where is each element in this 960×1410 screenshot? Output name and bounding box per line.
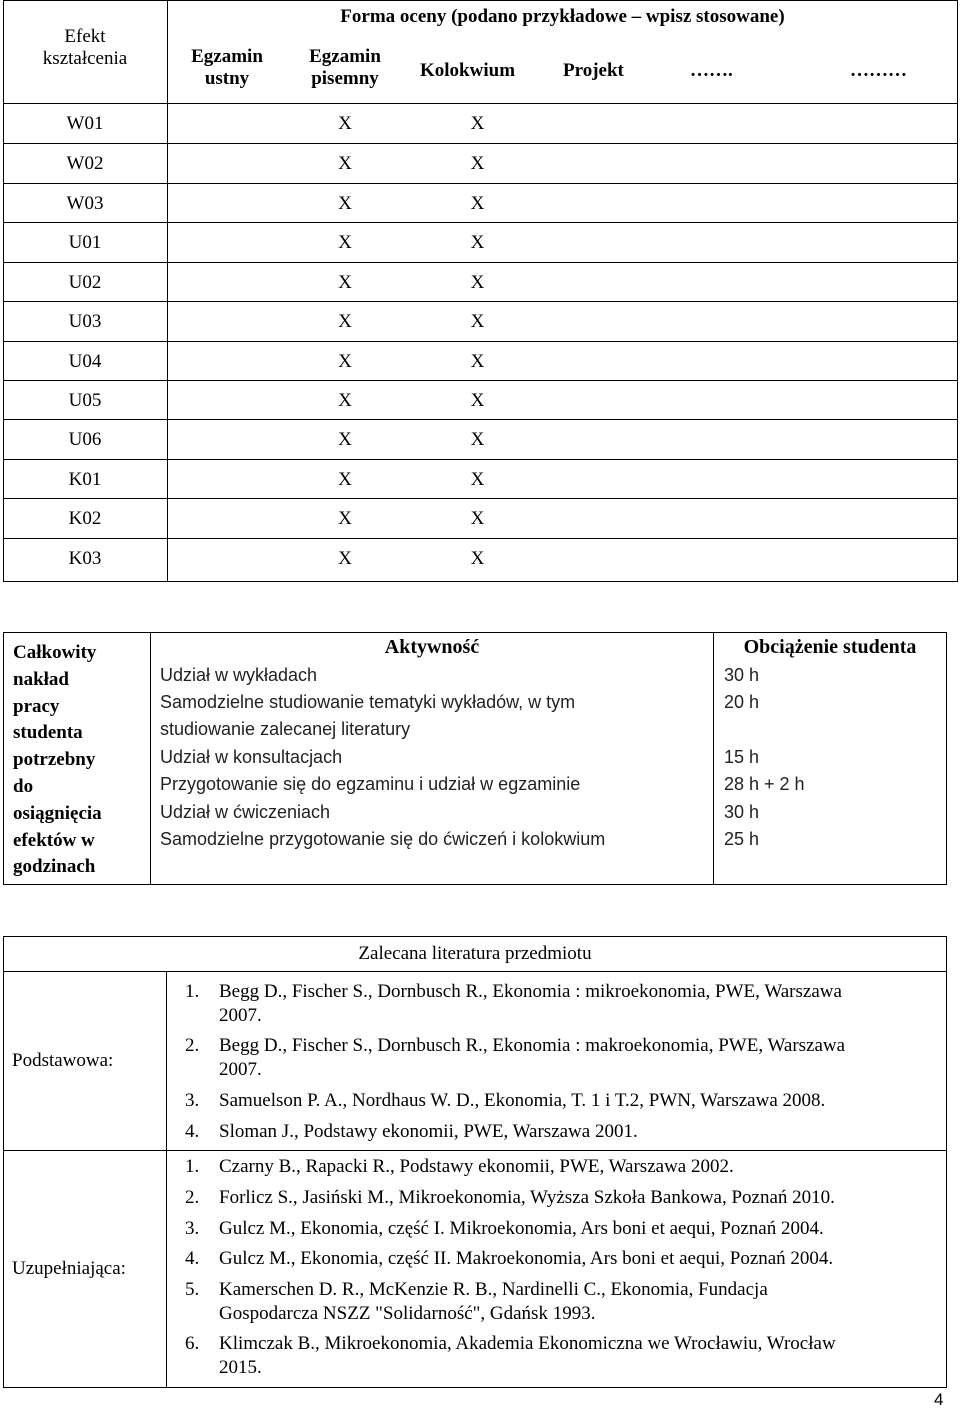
activity-item [160, 662, 317, 689]
activity-line: Przygotowanie się do egzaminu i udział w egzaminie [160, 774, 581, 794]
activity-line: Samodzielne przygotowanie się do ćwiczeń i kolokwium [160, 829, 606, 849]
reference-line: Gospodarcza NSZZ "Solidarność", Gdańsk 1993. [219, 1303, 596, 1324]
colloquium-mark: X [470, 469, 485, 490]
effect-code: U02 [68, 272, 102, 293]
effect-code: U01 [68, 232, 102, 253]
student-load-header: Obciążenie studenta [743, 636, 917, 658]
colloquium-mark: X [470, 311, 485, 332]
list-number: 3. [185, 1218, 200, 1239]
effect-code: W02 [66, 153, 104, 174]
reference-line: Gulcz M., Ekonomia, część I. Mikroekonomia, Ars boni et aequi, Poznań 2004. [219, 1218, 824, 1239]
oral-exam-header: Egzamin ustny [191, 46, 263, 89]
written-exam-mark: X [338, 390, 352, 411]
written-exam-mark: X [338, 311, 352, 332]
basic-label: Podstawowa: [12, 1050, 114, 1071]
activity-item [160, 771, 580, 798]
reference-line: Klimczak B., Mikroekonomia, Akademia Ekonomiczna we Wrocławiu, Wrocław [219, 1333, 836, 1354]
written-exam-mark: X [338, 113, 352, 134]
effect-code: U06 [68, 429, 102, 450]
hours-value: 30 h [724, 802, 760, 822]
reference-item [219, 1120, 638, 1144]
list-number: 4. [185, 1121, 200, 1142]
reference-line: 2015. [219, 1357, 262, 1378]
reference-line: Forlicz S., Jasiński M., Mikroekonomia, Wyższa Szkoła Bankowa, Poznań 2010. [219, 1187, 835, 1208]
list-number: 3. [185, 1090, 200, 1111]
effect-code: K02 [68, 508, 102, 529]
colloquium-header: Kolokwium [420, 60, 516, 81]
reference-line: Gulcz M., Ekonomia, część II. Makroekonomia, Ars boni et aequi, Poznań 2004. [219, 1248, 834, 1269]
reference-line: 2007. [219, 1005, 262, 1026]
written-exam-mark: X [338, 429, 352, 450]
activity-item [160, 826, 605, 853]
activity-line: studiowanie zalecanej literatury [160, 719, 411, 739]
placeholder-header-2: ……… [850, 60, 907, 81]
hours-value: 30 h [724, 665, 760, 685]
effect-code: U04 [68, 351, 102, 372]
reference-item [219, 1247, 833, 1271]
list-number: 1. [185, 1156, 200, 1177]
written-exam-mark: X [338, 153, 352, 174]
reference-item [219, 980, 842, 1028]
reference-item [219, 1155, 734, 1179]
reference-line: Begg D., Fischer S., Dornbusch R., Ekonomia : makroekonomia, PWE, Warszawa [219, 1035, 846, 1056]
reference-line: Kamerschen D. R., McKenzie R. B., Nardinelli C., Ekonomia, Fundacja [219, 1279, 768, 1300]
hours-value: 15 h [724, 747, 760, 767]
activity-header: Aktywność [384, 636, 480, 658]
reference-item [219, 1217, 824, 1241]
written-exam-mark: X [338, 469, 352, 490]
written-exam-mark: X [338, 232, 352, 253]
effect-code: W03 [66, 193, 104, 214]
activity-line: Udział w wykładach [160, 665, 318, 685]
list-number: 1. [185, 981, 200, 1002]
effect-code: W01 [66, 113, 104, 134]
colloquium-mark: X [470, 232, 485, 253]
reference-item [219, 1089, 825, 1113]
written-exam-mark: X [338, 351, 352, 372]
colloquium-mark: X [470, 548, 485, 569]
activity-line: Udział w ćwiczeniach [160, 802, 331, 822]
effect-code: K03 [68, 548, 102, 569]
colloquium-mark: X [470, 153, 485, 174]
hours-value: 28 h + 2 h [724, 774, 805, 794]
list-number: 2. [185, 1187, 200, 1208]
form-title: Forma oceny (podano przykładowe – wpisz stosowane) [340, 6, 785, 27]
reference-item [219, 1278, 768, 1326]
placeholder-header-1: ……. [690, 60, 733, 81]
effect-code: U03 [68, 311, 102, 332]
reference-item [219, 1332, 836, 1380]
supplementary-label: Uzupełniająca: [12, 1258, 126, 1279]
reference-line: 2007. [219, 1059, 262, 1080]
page-number: 4 [934, 1390, 944, 1409]
reference-item [219, 1034, 845, 1082]
hours-value: 25 h [724, 829, 760, 849]
list-number: 2. [185, 1035, 200, 1056]
reference-item [219, 1186, 835, 1210]
colloquium-mark: X [470, 508, 485, 529]
colloquium-mark: X [470, 193, 485, 214]
colloquium-mark: X [470, 390, 485, 411]
hours-value: 20 h [724, 692, 760, 712]
list-number: 4. [185, 1248, 200, 1269]
effect-column-header: Efekt kształcenia [42, 26, 128, 69]
list-number: 5. [185, 1279, 200, 1300]
colloquium-mark: X [470, 272, 485, 293]
written-exam-header: Egzamin pisemny [309, 46, 381, 89]
written-exam-mark: X [338, 548, 352, 569]
project-header: Projekt [563, 60, 624, 81]
activity-item [160, 799, 330, 826]
colloquium-mark: X [470, 351, 485, 372]
activity-line: Udział w konsultacjach [160, 747, 343, 767]
effect-code: U05 [68, 390, 102, 411]
reference-line: Czarny B., Rapacki R., Podstawy ekonomii, PWE, Warszawa 2002. [219, 1156, 734, 1177]
written-exam-mark: X [338, 193, 352, 214]
colloquium-mark: X [470, 429, 485, 450]
written-exam-mark: X [338, 272, 352, 293]
colloquium-mark: X [470, 113, 485, 134]
effect-code: K01 [68, 469, 102, 490]
list-number: 6. [185, 1333, 200, 1354]
activity-item [160, 689, 575, 743]
literature-title: Zalecana literatura przedmiotu [358, 943, 592, 964]
reference-line: Samuelson P. A., Nordhaus W. D., Ekonomia, T. 1 i T.2, PWN, Warszawa 2008. [219, 1090, 826, 1111]
written-exam-mark: X [338, 508, 352, 529]
workload-label: Całkowity nakład pracy studenta potrzebny do osiągnięcia efektów w godzinach [13, 642, 102, 878]
activity-item [160, 744, 342, 771]
activity-line: Samodzielne studiowanie tematyki wykładów, w tym [160, 692, 576, 712]
reference-line: Begg D., Fischer S., Dornbusch R., Ekonomia : mikroekonomia, PWE, Warszawa [219, 981, 842, 1002]
reference-line: Sloman J., Podstawy ekonomii, PWE, Warszawa 2001. [219, 1121, 638, 1142]
